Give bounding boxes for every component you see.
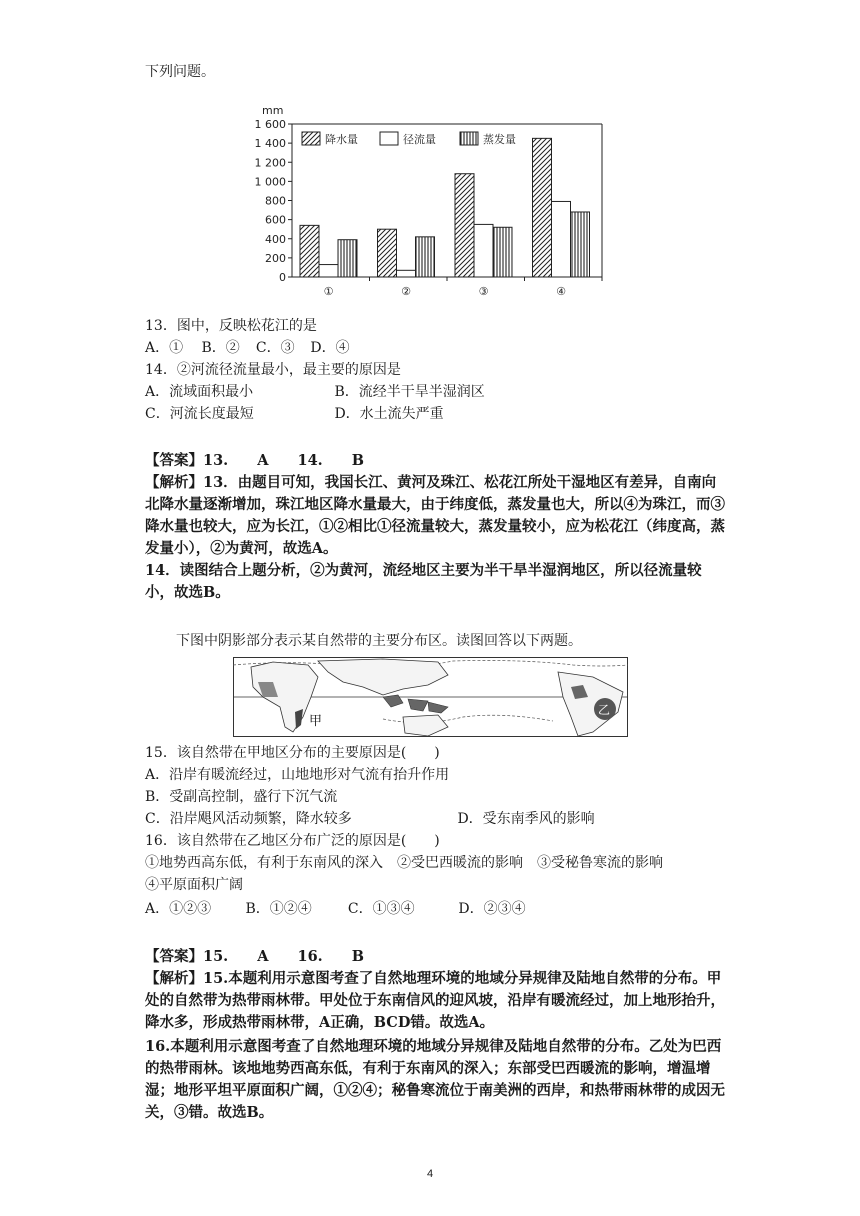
y-tick-label: 400 — [265, 232, 286, 246]
q13-option-d[interactable]: D．④ — [310, 340, 350, 356]
q15-options-row3 — [145, 809, 595, 829]
q16-options — [145, 899, 526, 919]
analysis-15-text: 15.本题利用示意图考查了自然地理环境的地域分异规律及陆地自然带的分布。甲处的自然带为热带雨林带。甲处位于东南信风的迎风坡，沿岸有暖流经过，加上地形抬升，降水多，形成热带雨林带，A正确，BCD错。故选A。 — [145, 970, 725, 1031]
q16-option-a[interactable]: A．①②③ — [145, 901, 212, 917]
x-tick-label: ③ — [478, 285, 489, 298]
natural-zone-map — [233, 657, 628, 737]
map-label-yi: 乙 — [598, 703, 611, 717]
legend-swatch — [302, 132, 320, 145]
q14-option-a[interactable]: A．流域面积最小 — [145, 384, 254, 400]
y-tick-label: 1 600 — [254, 118, 286, 131]
y-tick-label: 800 — [265, 194, 286, 208]
q15-option-a[interactable]: A．沿岸有暖流经过，山地地形对气流有抬升作用 — [145, 767, 450, 783]
answer-label-2: 【答案】 — [145, 948, 203, 965]
analysis-13 — [145, 472, 725, 560]
y-tick-label: 600 — [265, 213, 286, 227]
q16-statements: ①地势西高东低，有利于东南风的深入 ②受巴西暖流的影响 ③受秘鲁寒流的影响 — [145, 855, 663, 871]
q16-option-b[interactable]: B．①②④ — [245, 901, 312, 917]
map-label-jia: 甲 — [309, 714, 323, 729]
bar-降水量-1 — [300, 225, 319, 277]
analysis-13-text: 13．由题目可知，我国长江、黄河及珠江、松花江所处干湿地区有差异，自南向北降水量逐渐增加，珠江地区降水量最大，由于纬度低，蒸发量也大，所以④为珠江，而③降水量也较大，应为长江，①②相比①径流量较大，蒸发量较小，应为松花江（纬度高，蒸发量小），②为黄河，故选A。 — [145, 474, 725, 557]
q13-option-c[interactable]: C．③ — [255, 340, 295, 356]
bar-径流量-2 — [397, 270, 416, 277]
y-tick-label: 1 200 — [254, 156, 286, 170]
legend-swatch — [380, 132, 398, 145]
bar-径流量-4 — [552, 201, 571, 277]
y-tick-label: 0 — [279, 271, 286, 284]
legend-label: 蒸发量 — [483, 133, 516, 146]
q14-options-row2 — [145, 404, 444, 424]
analysis-15 — [145, 968, 725, 1034]
passage-2: 下图中阴影部分表示某自然带的主要分布区。读图回答以下两题。 — [176, 633, 582, 649]
legend-label: 径流量 — [403, 133, 436, 146]
y-tick-label: 1 400 — [254, 137, 286, 151]
legend-label: 降水量 — [325, 133, 358, 146]
bar-降水量-2 — [378, 229, 397, 277]
bar-降水量-4 — [533, 138, 552, 277]
page-number: 4 — [426, 1168, 434, 1180]
answer-text-2: 15. A 16. B — [203, 948, 364, 965]
q15-option-d[interactable]: D．受东南季风的影响 — [457, 811, 595, 827]
q13-option-a[interactable]: A．① — [145, 340, 184, 356]
x-tick-label: ② — [401, 285, 411, 298]
analysis-label-2: 【解析】 — [145, 970, 203, 987]
bar-蒸发量-4 — [571, 212, 590, 277]
q15-option-b[interactable]: B．受副高控制，盛行下沉气流 — [145, 789, 338, 805]
x-tick-label: ① — [323, 285, 334, 298]
q15-option-c[interactable]: C．沿岸飓风活动频繁，降水较多 — [145, 811, 352, 827]
q16-stem: 16．该自然带在乙地区分布广泛的原因是( ) — [145, 833, 440, 849]
q16-statement-4: ④平原面积广阔 — [145, 877, 243, 893]
x-tick-label: ④ — [556, 285, 566, 298]
answer-13-14 — [145, 450, 364, 472]
bar-蒸发量-1 — [338, 240, 357, 277]
bar-径流量-1 — [319, 265, 338, 277]
q13-options — [145, 338, 350, 358]
bar-蒸发量-3 — [493, 227, 512, 277]
q13-stem: 13．图中，反映松花江的是 — [145, 318, 317, 334]
precipitation-runoff-evaporation-chart — [250, 100, 620, 305]
analysis-label: 【解析】 — [145, 474, 203, 491]
q16-option-d[interactable]: D．②③④ — [458, 901, 526, 917]
y-tick-label: 200 — [265, 251, 286, 265]
legend-swatch — [460, 132, 478, 145]
analysis-16: 16.本题利用示意图考查了自然地理环境的地域分异规律及陆地自然带的分布。乙处为巴西的热带雨林。该地地势西高东低，有利于东南风的深入；东部受巴西暖流的影响，增温增湿；地形平坦平原面积广阔，①②④；秘鲁寒流位于南美洲的西岸，和热带雨林带的成因无关，③错。故选B。 — [145, 1038, 725, 1121]
q15-stem: 15．该自然带在甲地区分布的主要原因是( ) — [145, 745, 440, 761]
q14-option-b[interactable]: B．流经半干旱半湿润区 — [334, 384, 485, 400]
analysis-14: 14．读图结合上题分析，②为黄河，流经地区主要为半干旱半湿润地区，所以径流量较小，故选B。 — [145, 562, 702, 601]
q13-option-b[interactable]: B．② — [201, 340, 240, 356]
q14-option-d[interactable]: D．水土流失严重 — [334, 406, 444, 422]
q14-options-row1 — [145, 382, 485, 402]
bar-径流量-3 — [474, 224, 493, 277]
y-tick-label: 1 000 — [254, 175, 286, 189]
bar-蒸发量-2 — [416, 237, 435, 277]
answer-text: 13. A 14. B — [203, 452, 364, 469]
y-axis-unit: mm — [262, 104, 284, 117]
intro-line: 下列问题。 — [145, 64, 215, 80]
bar-降水量-3 — [455, 174, 474, 277]
answer-15-16 — [145, 946, 364, 968]
answer-label: 【答案】 — [145, 452, 203, 469]
q14-option-c[interactable]: C．河流长度最短 — [145, 406, 254, 422]
q14-stem: 14．②河流径流量最小，最主要的原因是 — [145, 362, 401, 378]
q16-option-c[interactable]: C．①③④ — [347, 901, 415, 917]
